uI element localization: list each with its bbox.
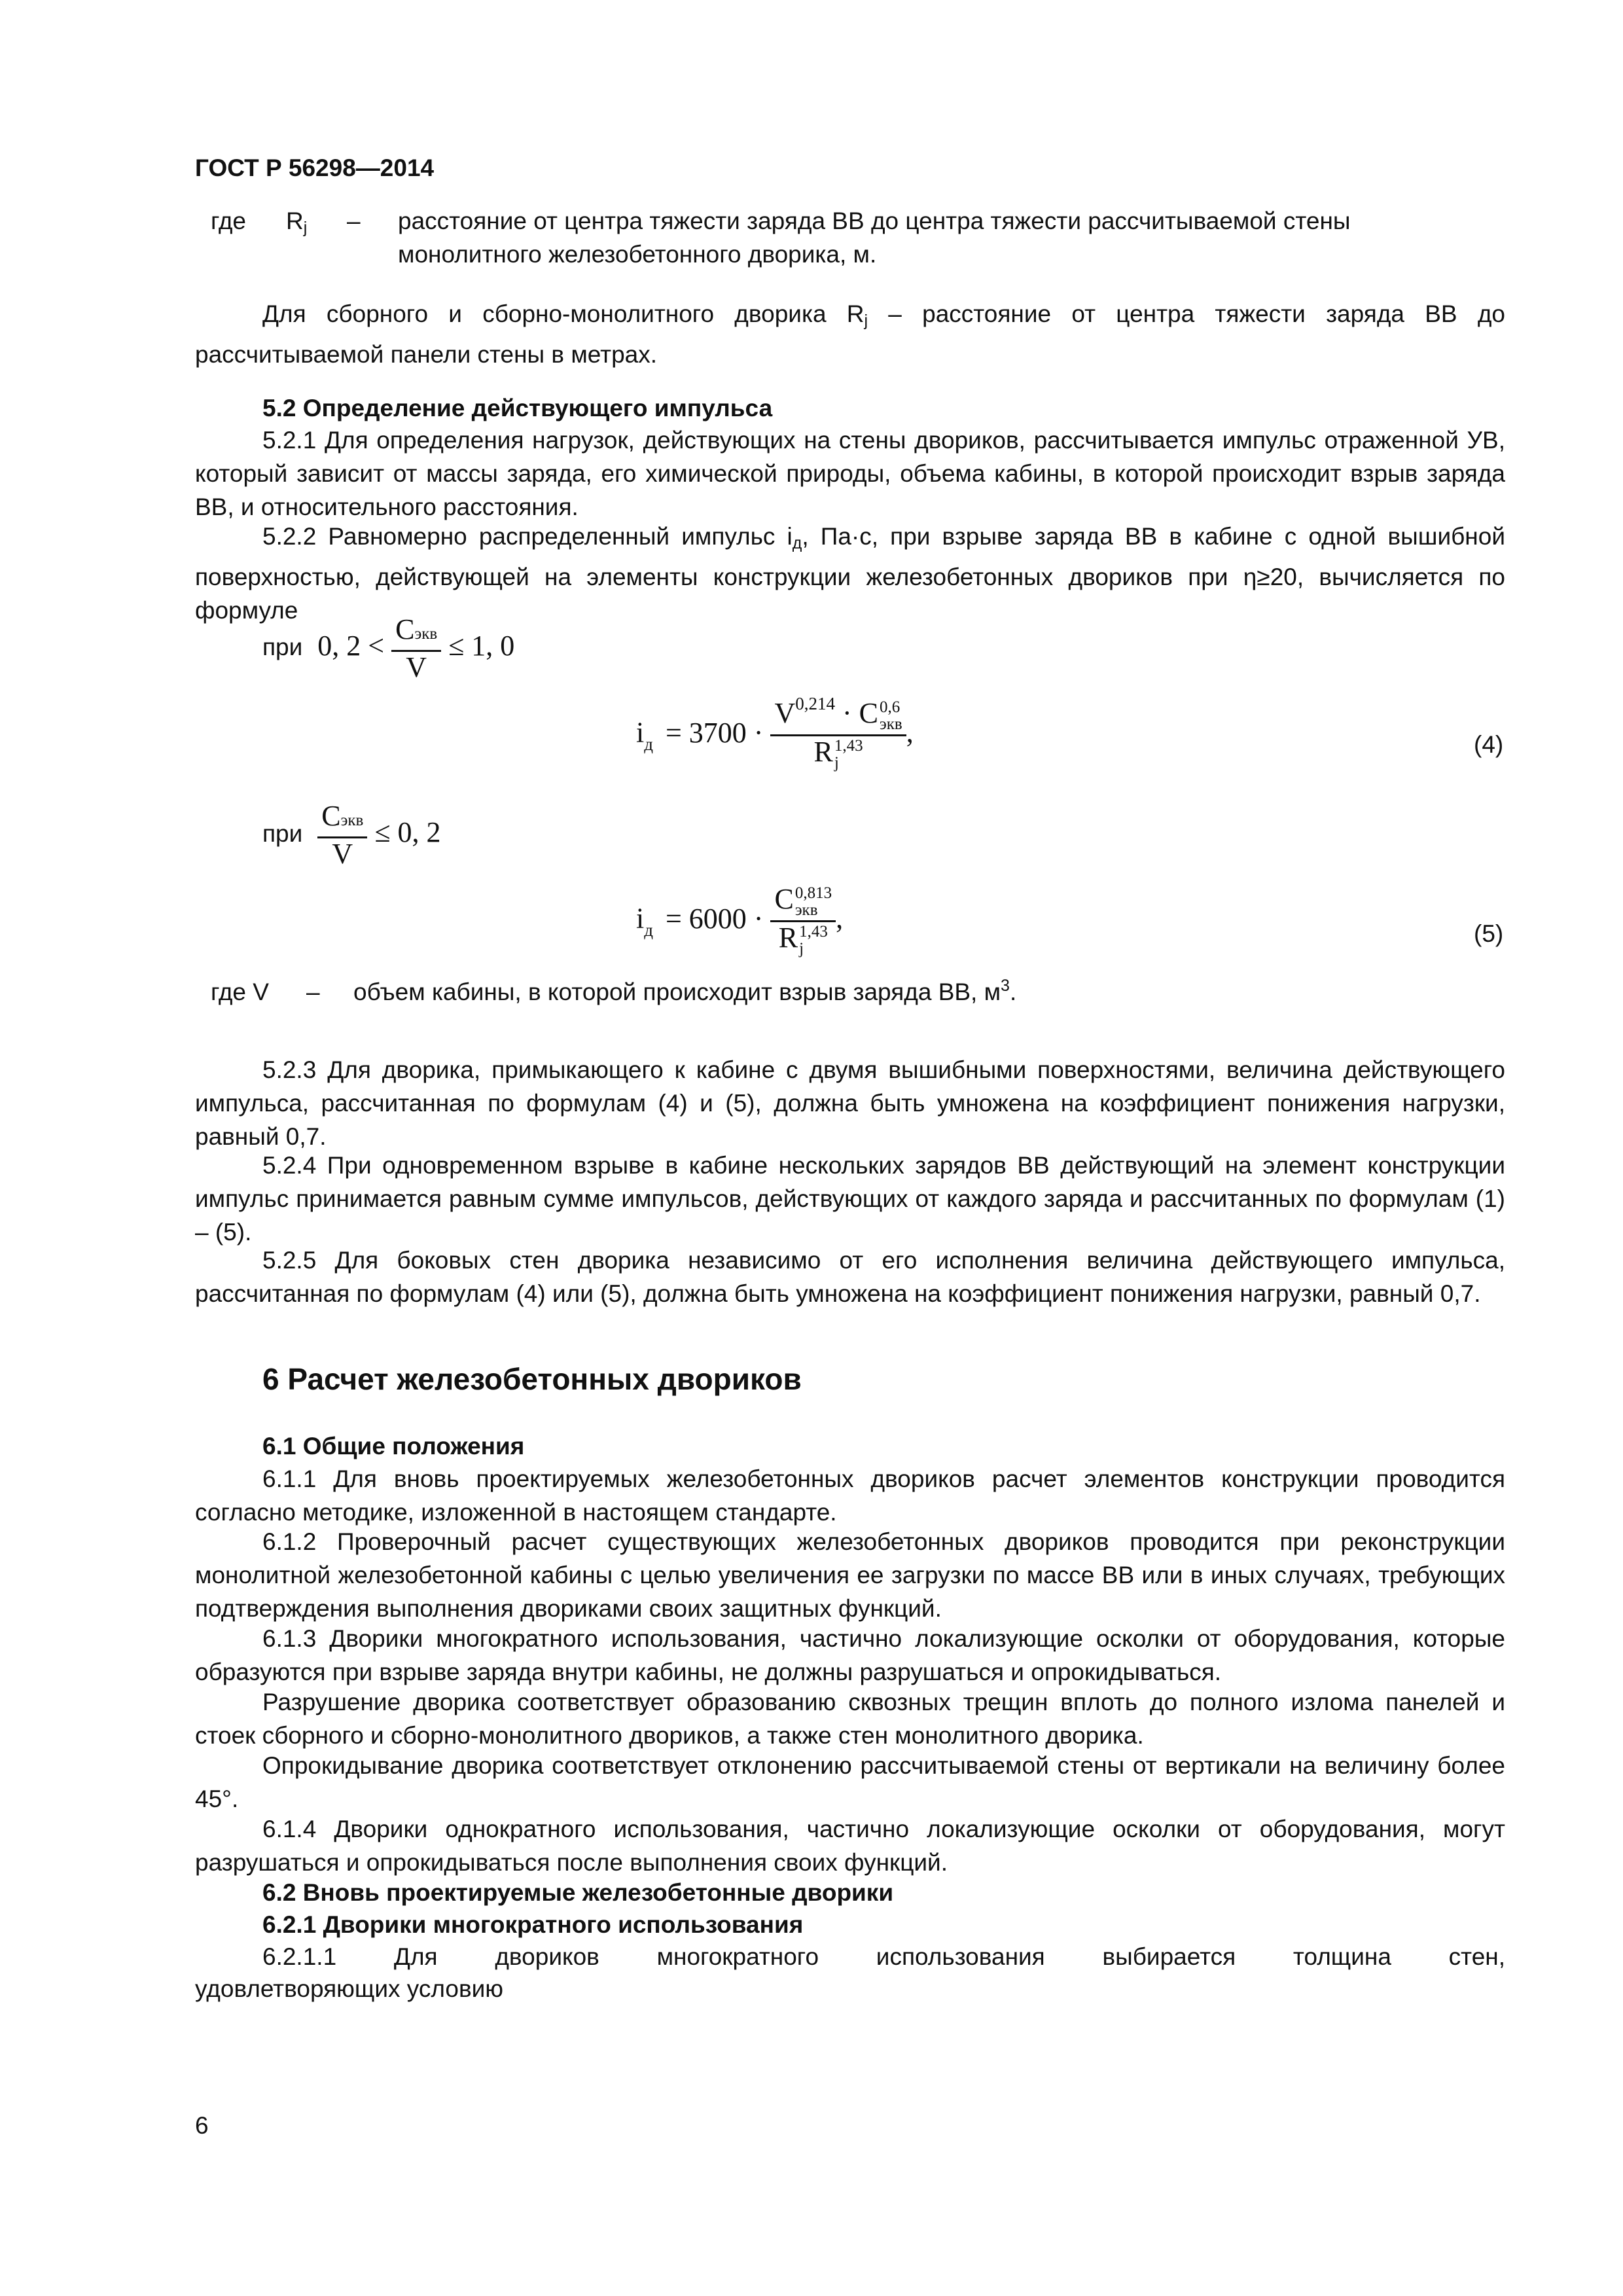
paragraph-6-1-3: 6.1.3 Дворики многократного использования, частично локализующие осколки от оборудования, которые образуются при взрыве заряда внутри кабины, не должны разрушаться и опрокидываться. xyxy=(195,1625,1505,1685)
condition-2: при $\frac{\text{Сэкв}}{V}$ ≤ 0, 2 xyxy=(262,800,441,870)
where-rj-definition: расстояние от центра тяжести заряда ВВ до центра тяжести рассчитываемой стены монолитного железобетонного дворика, м. xyxy=(398,207,1351,268)
paragraph-destruction: Разрушение дворика соответствует образованию сквозных трещин вплоть до полного излома панелей и стоек сборного и сборно-монолитного двориков, а также стен монолитного дворика. xyxy=(195,1689,1505,1749)
page-number: 6 xyxy=(195,2112,209,2139)
heading-6-2-1: 6.2.1 Дворики многократного использования xyxy=(262,1911,804,1938)
paragraph-5-2-3: 5.2.3 Для дворика, примыкающего к кабине с двумя вышибными поверхностями, величина действующего импульса, рассчитанная по формулам (4) и (5), должна быть умножена на коэффициент понижения нагрузки, равный 0,7. xyxy=(195,1056,1505,1150)
paragraph-5-2-2: 5.2.2 Равномерно распределенный импульс iд, Па·с, при взрыве заряда ВВ в кабине с одной вышибной поверхностью, действующей на элементы конструкции железобетонных двориков при η≥20, вычисляется по формуле xyxy=(195,523,1505,624)
paragraph-5-2-1: 5.2.1 Для определения нагрузок, действующих на стены двориков, рассчитывается импульс отраженной УВ, который зависит от массы заряда, его химической природы, объема кабины, в которой происходит взрыв заряда ВВ, и относительного расстояния. xyxy=(195,427,1505,520)
fraction-eq4: V$^{0,214}$ · С 0,6 экв R 1,43 j xyxy=(770,699,906,772)
paragraph-6-1-2: 6.1.2 Проверочный расчет существующих железобетонных двориков проводится при реконструкции монолитной железобетонной кабины с целью увеличения ее загрузки по массе ВВ или в иных случаях, требующих подтверждения выполнения двориками своих защитных функций. xyxy=(195,1528,1505,1622)
document-header: ГОСТ Р 56298—2014 xyxy=(195,154,435,181)
heading-6-2: 6.2 Вновь проектируемые железобетонные дворики xyxy=(262,1879,894,1906)
paragraph-6-2-1-1-line1: 6.2.1.1 Для двориков многократного использования выбирается толщина стен, xyxy=(262,1943,1505,1970)
equation-number-5: (5) xyxy=(1474,920,1504,947)
fraction-eq5: С 0,813 экв R 1,43 j xyxy=(770,885,836,958)
where-v-label: где V xyxy=(211,978,269,1005)
where-dash: – xyxy=(347,207,361,234)
paragraph-prefab-dvorik: Для сборного и сборно-монолитного дворика Rj – расстояние от центра тяжести заряда ВВ до рассчитываемой панели стены в метрах. xyxy=(195,300,1506,368)
fraction-c-over-v-2: $\frac{\text{Сэкв}}{V}$ xyxy=(317,802,367,869)
paragraph-5-2-4: 5.2.4 При одновременном взрыве в кабине нескольких зарядов ВВ действующий на элемент конструкции импульс принимается равным сумме импульсов, действующих от каждого заряда и рассчитанных по формулам (1) – (5). xyxy=(195,1152,1505,1246)
where-label: где xyxy=(211,207,247,234)
heading-5-2: 5.2 Определение действующего импульса xyxy=(262,395,773,422)
paragraph-6-1-1: 6.1.1 Для вновь проектируемых железобетонных двориков расчет элементов конструкции проводится согласно методике, изложенной в настоящем стандарте. xyxy=(195,1465,1505,1526)
condition-1: при 0, 2 < $\frac{\text{Сэкв}}{V}$ ≤ 1, 0 xyxy=(262,613,515,683)
where-v-dash: – xyxy=(306,978,320,1005)
paragraph-6-1-4: 6.1.4 Дворики однократного использования, частично локализующие осколки от оборудования, могут разрушаться и опрокидываться после выполнения своих функций. xyxy=(195,1816,1505,1876)
equation-number-4: (4) xyxy=(1474,731,1504,758)
paragraph-6-2-1-1-line2: удовлетворяющих условию xyxy=(195,1975,504,2002)
heading-section-6: 6 Расчет железобетонных двориков xyxy=(262,1362,802,1396)
equation-5: $i_д = 6000$ · С 0,813 экв R 1,43 j , xyxy=(636,883,844,958)
paragraph-5-2-5: 5.2.5 Для боковых стен дворика независимо от его исполнения величина действующего импульса, рассчитанная по формулам (4) или (5), должна быть умножена на коэффициент понижения нагрузки, равный 0,7. xyxy=(195,1247,1505,1307)
where-v-definition: объем кабины, в которой происходит взрыв заряда ВВ, $м^3$. xyxy=(353,977,1017,1005)
fraction-c-over-v: $\frac{\text{Сэкв}}{V}$ xyxy=(391,615,441,682)
rj-symbol: Rj xyxy=(286,207,308,237)
heading-6-1: 6.1 Общие положения xyxy=(262,1433,525,1460)
equation-4: $i_д = 3700$ · V$^{0,214}$ · С 0,6 экв R 1,43 j , xyxy=(636,694,914,772)
paragraph-overturning: Опрокидывание дворика соответствует отклонению рассчитываемой стены от вертикали на величину более 45°. xyxy=(195,1752,1505,1812)
